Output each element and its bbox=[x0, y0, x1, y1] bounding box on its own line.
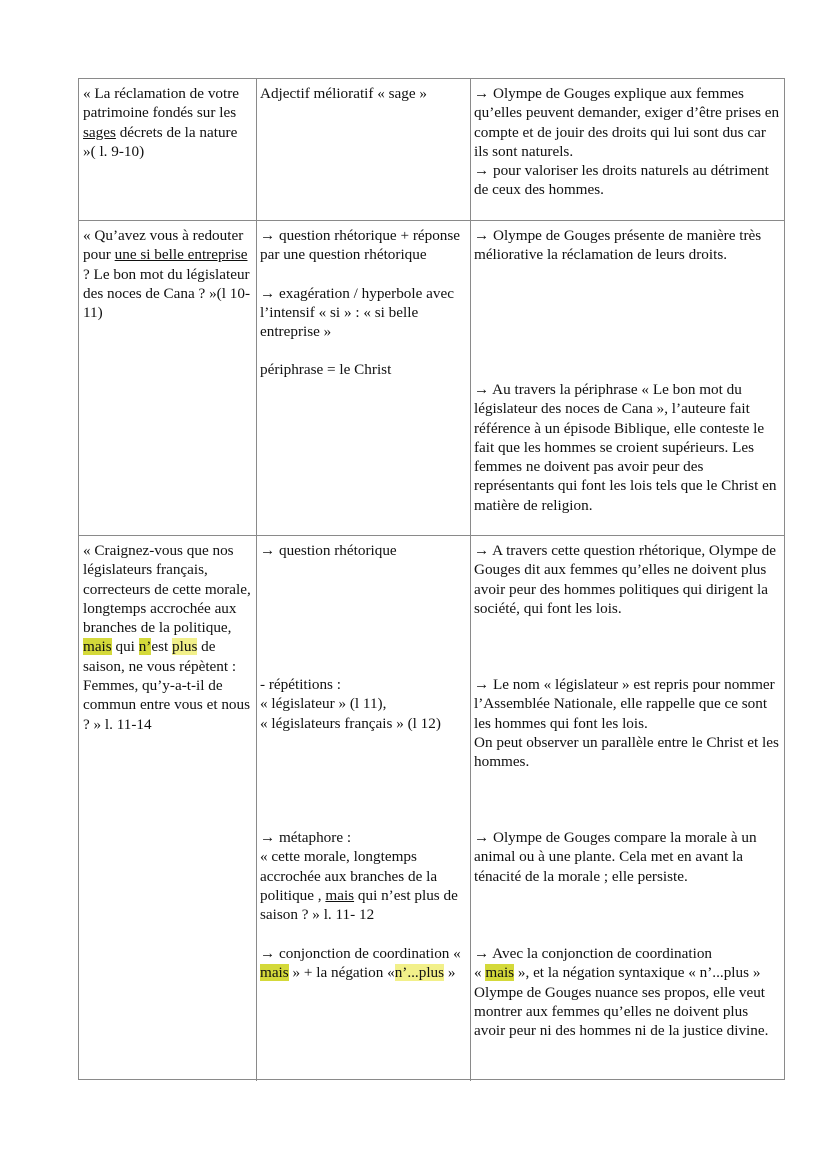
procede-cell-3: → métaphore : « cette morale, longtemps accrochée aux branches de la politique , mais qui n’est plus de saison ? » l. 11- 12 bbox=[260, 829, 458, 924]
analyse-cell-3: → Olympe de Gouges compare la morale à un animal ou à une plante. Cela met en avant la ténacité de la morale ; elle persiste. bbox=[474, 829, 757, 885]
analyse-cell-2: → Le nom « législateur » est repris pour nommer l’Assemblée Nationale, elle rappelle que ce sont les hommes qui font les lois. On peut observer un parallèle entre le Christ et les hommes. bbox=[474, 676, 779, 771]
procede-cell: Adjectif mélioratif « sage » bbox=[260, 85, 428, 102]
quote-cell: « La réclamation de votre patrimoine fondés sur les sages décrets de la nature »( l. 9-10) bbox=[83, 85, 240, 160]
quote-cell: « Qu’avez vous à redouter pour une si belle entreprise ? Le bon mot du législateur des noces de Cana ? »(l 10-11) bbox=[83, 227, 251, 322]
table-row bbox=[79, 536, 784, 1081]
procede-cell-4: → conjonction de coordination « mais » + la négation «n’...plus » bbox=[260, 945, 461, 982]
quote-cell: « Craignez-vous que nos législateurs français, correcteurs de cette morale, longtemps accrochée aux branches de la politique, mais qui n’est plus de saison, ne vous répètent : Femmes, qu’y-a-t-il de commun entre vous et nous ? » l. 11-14 bbox=[83, 542, 251, 733]
analyse-cell: → Olympe de Gouges présente de manière très méliorative la réclamation de leurs droits. bbox=[474, 227, 762, 264]
procede-cell: → question rhétorique + réponse par une question rhétorique → exagération / hyperbole avec l’intensif « si » : « si belle entreprise » périphrase = le Christ bbox=[260, 227, 461, 379]
analysis-table bbox=[78, 78, 785, 1080]
analyse-cell: → Olympe de Gouges explique aux femmes qu’elles peuvent demander, exiger d’être prises en compte et de jouir des droits qui lui sont dus car ils sont naturels. → pour valoriser les droits naturels au détriment de ceux des hommes. bbox=[474, 85, 780, 199]
procede-cell-2: - répétitions : « législateur » (l 11), « législateurs français » (l 12) bbox=[260, 676, 441, 732]
analyse-cell: → A travers cette question rhétorique, Olympe de Gouges dit aux femmes qu’elles ne doivent plus avoir peur des hommes politiques qui dirigent la société, qui font les lois. bbox=[474, 542, 776, 617]
procede-cell: → question rhétorique bbox=[260, 542, 397, 559]
analyse-cell-2: → Au travers la périphrase « Le bon mot du législateur des noces de Cana », l’auteure fait référence à un épisode Biblique, elle conteste le fait que les hommes se croient supérieurs. Les femmes ne doivent pas avoir peur des représentants qui font les lois tels que le Christ en matière de religion. bbox=[474, 381, 777, 514]
table-row bbox=[79, 79, 784, 221]
table-row bbox=[79, 221, 784, 536]
analyse-cell-4: → Avec la conjonction de coordination « mais », et la négation syntaxique « n’...plus » Olympe de Gouges nuance ses propos, elle veut montrer aux femmes qu’elles ne doivent plus avoir peur ni des hommes ni de la justice divine. bbox=[474, 945, 769, 1040]
